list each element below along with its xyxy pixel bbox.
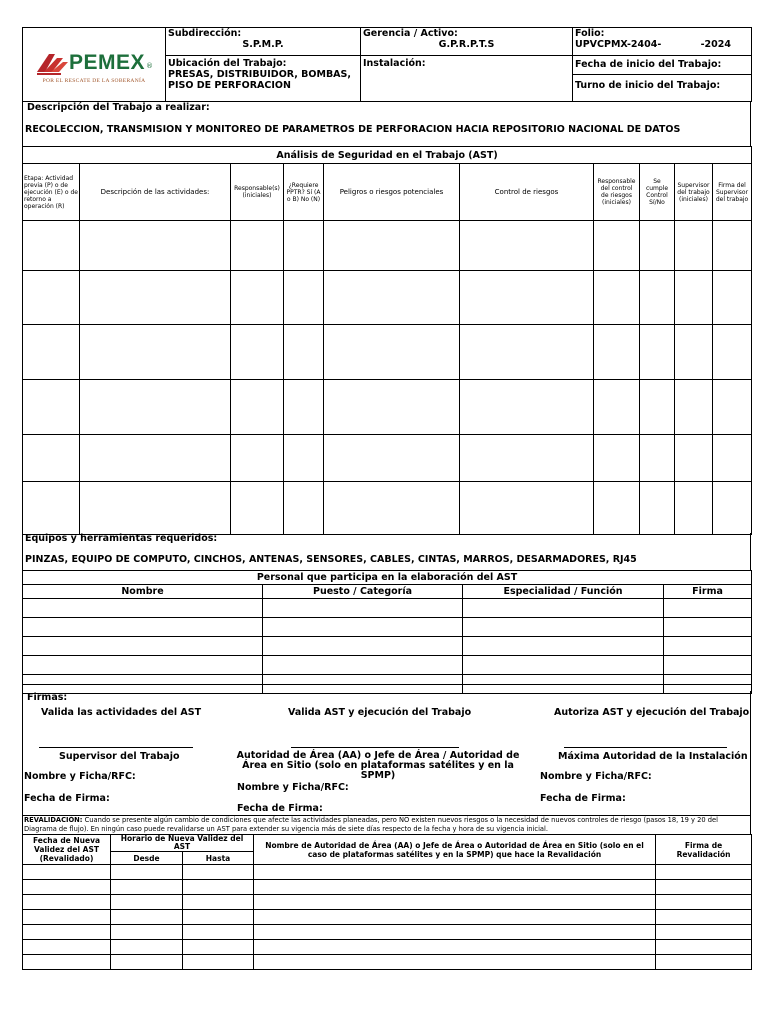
supervisor-nombre-ficha: Nombre y Ficha/RFC: — [24, 771, 136, 782]
col-hasta: Hasta — [183, 852, 254, 865]
ubicacion-value-1: PRESAS, DISTRIBUIDOR, BOMBAS, — [168, 69, 351, 80]
ast-row — [23, 221, 752, 271]
ast-row — [23, 325, 752, 380]
col-desde: Desde — [111, 852, 183, 865]
col-peligros: Peligros o riesgos potenciales — [324, 164, 460, 221]
col-firma: Firma — [664, 585, 752, 599]
col-horario: Horario de Nueva Validez del AST — [111, 835, 254, 852]
personal-row — [23, 618, 752, 637]
folio-value — [575, 39, 749, 50]
descripcion-box — [22, 101, 751, 147]
maxima-autoridad-title: Máxima Autoridad de la Instalación — [558, 751, 748, 762]
revalidacion-row — [23, 940, 752, 955]
gerencia-value: G.P.R.P.T.S — [438, 39, 495, 50]
folio-value-a: UPVCPMX-2404- — [575, 39, 662, 50]
col-puesto: Puesto / Categoría — [263, 585, 463, 599]
firmas-label: Firmas: — [27, 692, 68, 703]
col-nombre-autoridad: Nombre de Autoridad de Área (AA) o Jefe de Área o Autoridad de Área en Sitio (solo en el caso de plataformas satélites y en la SPMP) que hace la Revalidación — [254, 835, 656, 865]
revalidacion-note — [22, 815, 751, 835]
ast-row — [23, 482, 752, 535]
supervisor-fecha-firma: Fecha de Firma: — [24, 793, 110, 804]
equipos-label: Equipos y herramientas requeridos: — [25, 533, 218, 544]
col-cumple: Se cumple Control Sí/No — [640, 164, 675, 221]
col-nombre: Nombre — [23, 585, 263, 599]
subdireccion-value: S.P.M.P. — [242, 39, 284, 50]
autoridad-title: Autoridad de Área (AA) o Jefe de Área / Autoridad de Área en Sitio (solo en plataformas satélites y en la SPMP) — [236, 750, 520, 781]
col-responsable-control: Responsable del control de riesgos (iniciales) — [594, 164, 640, 221]
ast-row — [23, 271, 752, 325]
col-pptr: ¿Requiere PPTR? Sí (A o B) No (N) — [284, 164, 324, 221]
autoridad-signature-line[interactable] — [291, 747, 459, 748]
ast-row — [23, 380, 752, 435]
ubicacion-cell — [166, 56, 361, 102]
ubicacion-value-2: PISO DE PERFORACION — [168, 80, 291, 91]
fecha-turno-cell — [573, 56, 752, 102]
ast-table — [22, 146, 752, 535]
equipos-value: PINZAS, EQUIPO DE COMPUTO, CINCHOS, ANTENAS, SENSORES, CABLES, CINTAS, MARROS, DESARMADORES, RJ45 — [25, 554, 637, 565]
valida-actividades: Valida las actividades del AST — [41, 707, 202, 718]
revalidacion-row — [23, 880, 752, 895]
personal-table — [22, 570, 752, 694]
instalacion-label: Instalación: — [363, 58, 426, 69]
folio-label: Folio: — [575, 28, 605, 39]
ast-title: Análisis de Seguridad en el Trabajo (AST) — [23, 147, 752, 164]
revalidacion-text: Cuando se presente algún cambio de condiciones que afecte las actividades planeadas, pero NO existen nuevos riesgos o la necesidad de nuevos controles de riesgo (pasos 18, 19 y 20 del Diagrama de flujo). En ningún caso puede revalidarse un AST para extender su vigencia más de siete días respecto de la fecha y hora de su vigencia inicial. — [24, 816, 718, 833]
autoriza: Autoriza AST y ejecución del Trabajo — [554, 707, 750, 718]
revalidacion-row — [23, 895, 752, 910]
col-etapa: Etapa: Actividad previa (P) o de ejecución (E) o de retorno a operación (R) — [23, 164, 80, 221]
firmas-box — [22, 691, 751, 815]
subdireccion-label: Subdirección: — [168, 28, 242, 39]
folio-cell — [573, 28, 752, 56]
maxima-autoridad-signature-line[interactable] — [564, 747, 727, 748]
col-supervisor: Supervisor del trabajo (iniciales) — [675, 164, 713, 221]
valida-ejecucion: Valida AST y ejecución del Trabajo — [288, 707, 472, 718]
personal-row — [23, 599, 752, 618]
col-control: Control de riesgos — [460, 164, 594, 221]
col-firma-supervisor: Firma del Supervisor del trabajo — [713, 164, 752, 221]
ubicacion-label: Ubicación del Trabajo: — [168, 58, 287, 69]
maxima-fecha-firma: Fecha de Firma: — [540, 793, 626, 804]
brand-tagline: POR EL RESCATE DE LA SOBERANÍA — [42, 77, 146, 84]
personal-title: Personal que participa en la elaboración del AST — [23, 571, 752, 585]
maxima-nombre-ficha: Nombre y Ficha/RFC: — [540, 771, 652, 782]
col-fecha-validez: Fecha de Nueva Validez del AST (Revalidado) — [23, 835, 111, 865]
supervisor-signature-line[interactable] — [39, 747, 193, 748]
turno-label: Turno de inicio del Trabajo: — [575, 80, 721, 91]
personal-row — [23, 656, 752, 675]
revalidacion-row — [23, 955, 752, 970]
registered-mark: ® — [146, 61, 154, 70]
descripcion-label: Descripción del Trabajo a realizar: — [27, 102, 210, 113]
autoridad-fecha-firma: Fecha de Firma: — [237, 803, 323, 814]
gerencia-label: Gerencia / Activo: — [363, 28, 458, 39]
brand-name: PEMEX — [68, 50, 146, 74]
instalacion-cell — [361, 56, 573, 102]
folio-value-b: -2024 — [700, 39, 731, 50]
col-responsables: Responsable(s) (iniciales) — [231, 164, 284, 221]
supervisor-title: Supervisor del Trabajo — [59, 751, 180, 762]
col-especialidad: Especialidad / Función — [463, 585, 664, 599]
col-descripcion: Descripción de las actividades: — [80, 164, 231, 221]
ast-row — [23, 435, 752, 482]
fecha-inicio-label: Fecha de inicio del Trabajo: — [573, 56, 751, 75]
personal-row — [23, 675, 752, 685]
personal-row — [23, 637, 752, 656]
revalidacion-label: REVALIDACIÓN: — [24, 816, 83, 824]
pemex-logo-cell — [23, 28, 166, 102]
revalidacion-row — [23, 865, 752, 880]
subdireccion-cell — [166, 28, 361, 56]
pemex-eagle-icon — [35, 50, 69, 76]
descripcion-value: RECOLECCION, TRANSMISION Y MONITOREO DE PARAMETROS DE PERFORACION HACIA REPOSITORIO NACIONAL DE DATOS — [25, 124, 681, 135]
revalidacion-table — [22, 834, 752, 970]
col-firma-revalidacion: Firma de Revalidación — [656, 835, 752, 865]
header-table — [22, 27, 752, 102]
equipos-box — [22, 533, 751, 571]
autoridad-nombre-ficha: Nombre y Ficha/RFC: — [237, 782, 349, 793]
revalidacion-row — [23, 910, 752, 925]
revalidacion-row — [23, 925, 752, 940]
gerencia-cell — [361, 28, 573, 56]
